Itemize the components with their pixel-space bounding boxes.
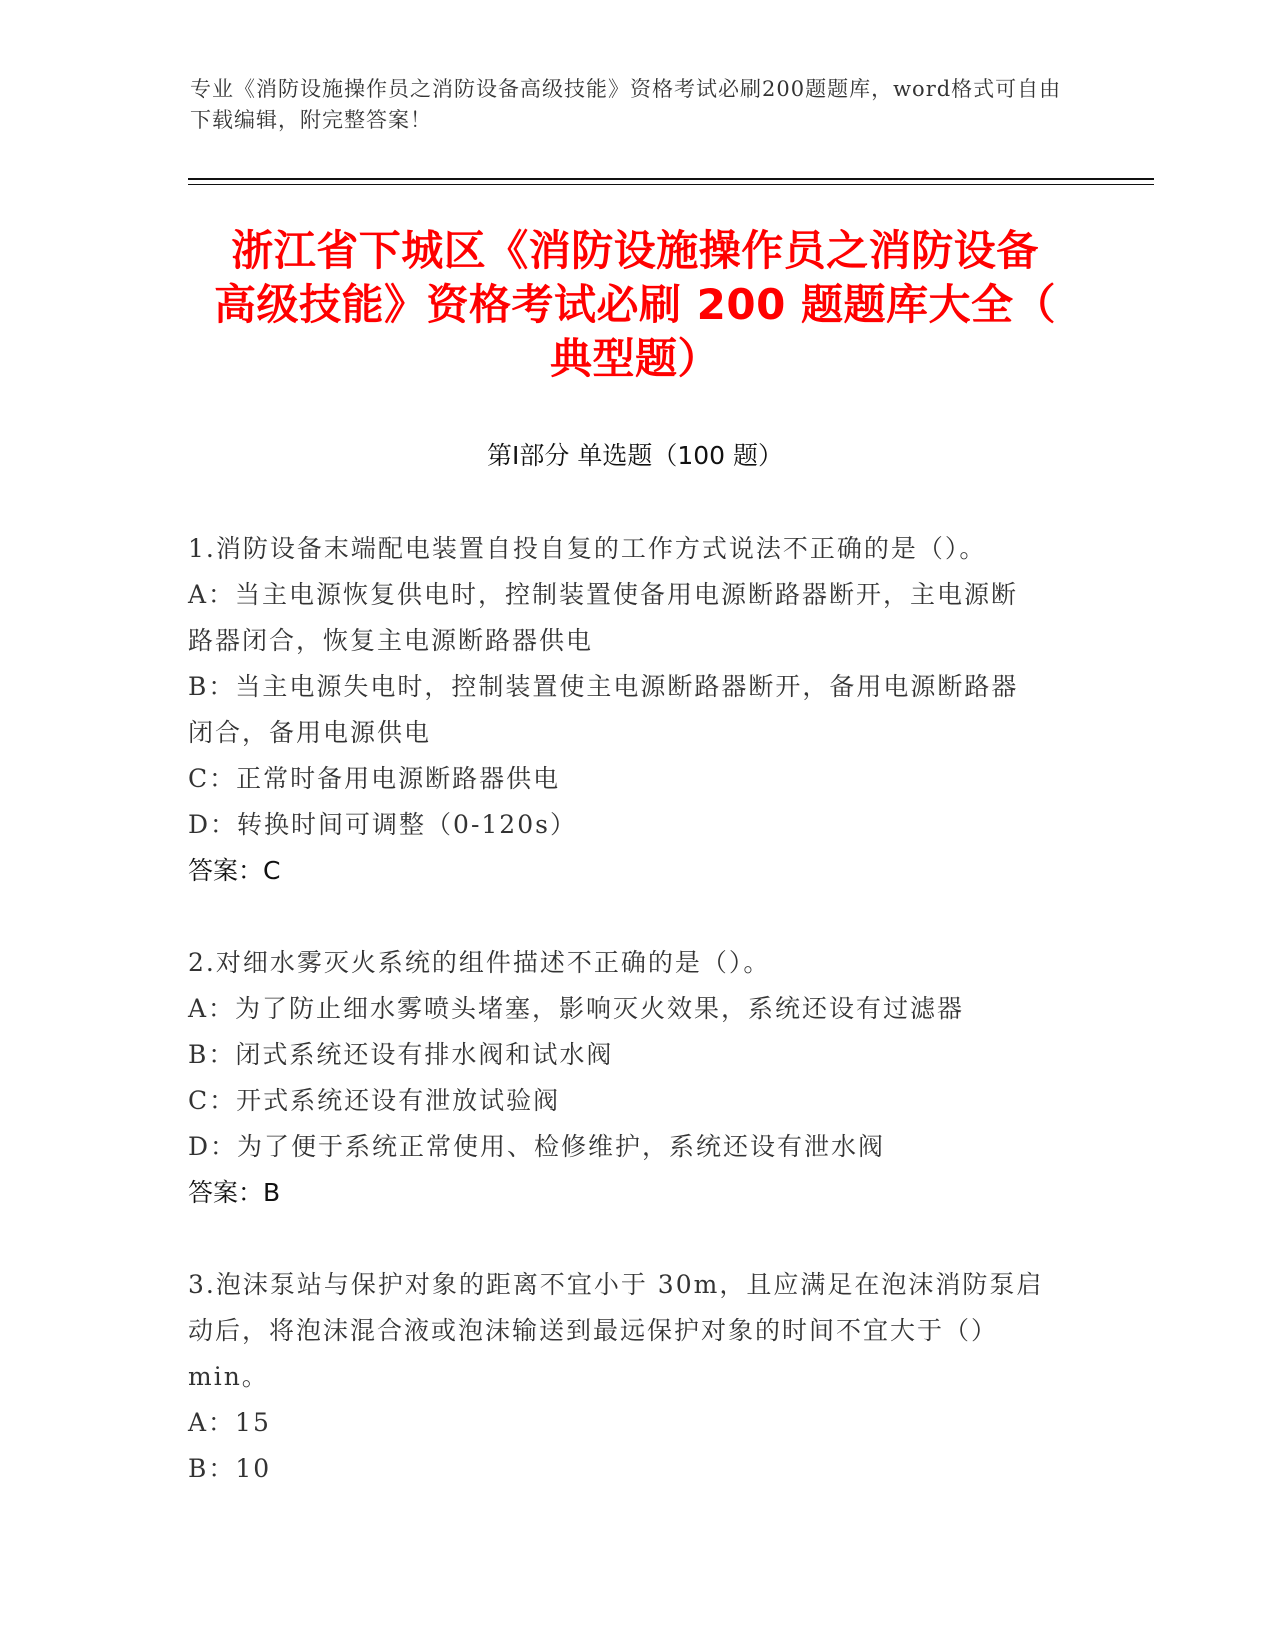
answer-option: D：转换时间可调整（0-120s） — [188, 810, 577, 839]
header-divider-thick — [188, 178, 1154, 180]
answer-option: A：当主电源恢复供电时，控制装置使备用电源断路器断开，主电源断 — [188, 580, 1019, 609]
answer-option: B：10 — [188, 1454, 272, 1483]
question-list — [188, 526, 1088, 1538]
answer-key: 答案：C — [188, 856, 281, 885]
question-stem: 动后，将泡沫混合液或泡沫输送到最远保护对象的时间不宜大于（） — [188, 1316, 999, 1345]
title-line: 典型题） — [549, 334, 720, 383]
header-note: 专业《消防设施操作员之消防设备高级技能》资格考试必刷200题题库，word格式可自由下载编辑，附完整答案！ — [190, 77, 1062, 132]
answer-option: B：闭式系统还设有排水阀和试水阀 — [188, 1040, 614, 1069]
question-stem: min。 — [188, 1362, 269, 1391]
answer-option: C：开式系统还设有泄放试验阀 — [188, 1086, 561, 1115]
answer-option: 路器闭合，恢复主电源断路器供电 — [188, 626, 594, 655]
question-stem: 3.泡沫泵站与保护对象的距离不宜小于 30m，且应满足在泡沫消防泵启 — [188, 1270, 1044, 1299]
title-line: 高级技能》资格考试必刷 200 题题库大全（ — [214, 280, 1056, 329]
answer-option: C：正常时备用电源断路器供电 — [188, 764, 561, 793]
answer-option: B：当主电源失电时，控制装置使主电源断路器断开，备用电源断路器 — [188, 672, 1019, 701]
answer-option: A：为了防止细水雾喷头堵塞，影响灭火效果，系统还设有过滤器 — [188, 994, 965, 1023]
question-stem: 1.消防设备末端配电装置自投自复的工作方式说法不正确的是（）。 — [188, 534, 987, 563]
question-stem: 2.对细水雾灭火系统的组件描述不正确的是（）。 — [188, 948, 771, 977]
answer-option: D：为了便于系统正常使用、检修维护，系统还设有泄水阀 — [188, 1132, 886, 1161]
title-line: 浙江省下城区《消防设施操作员之消防设备 — [231, 226, 1039, 275]
question-block — [188, 526, 1088, 894]
answer-key: 答案：B — [188, 1178, 281, 1207]
section-title: 第Ⅰ部分 单选题（100 题） — [487, 441, 783, 470]
answer-option: 闭合，备用电源供电 — [188, 718, 432, 747]
question-block — [188, 940, 1088, 1216]
question-block — [188, 1262, 1088, 1492]
document-title — [160, 224, 1110, 386]
answer-option: A：15 — [188, 1408, 271, 1437]
header-divider-thin — [188, 184, 1154, 185]
